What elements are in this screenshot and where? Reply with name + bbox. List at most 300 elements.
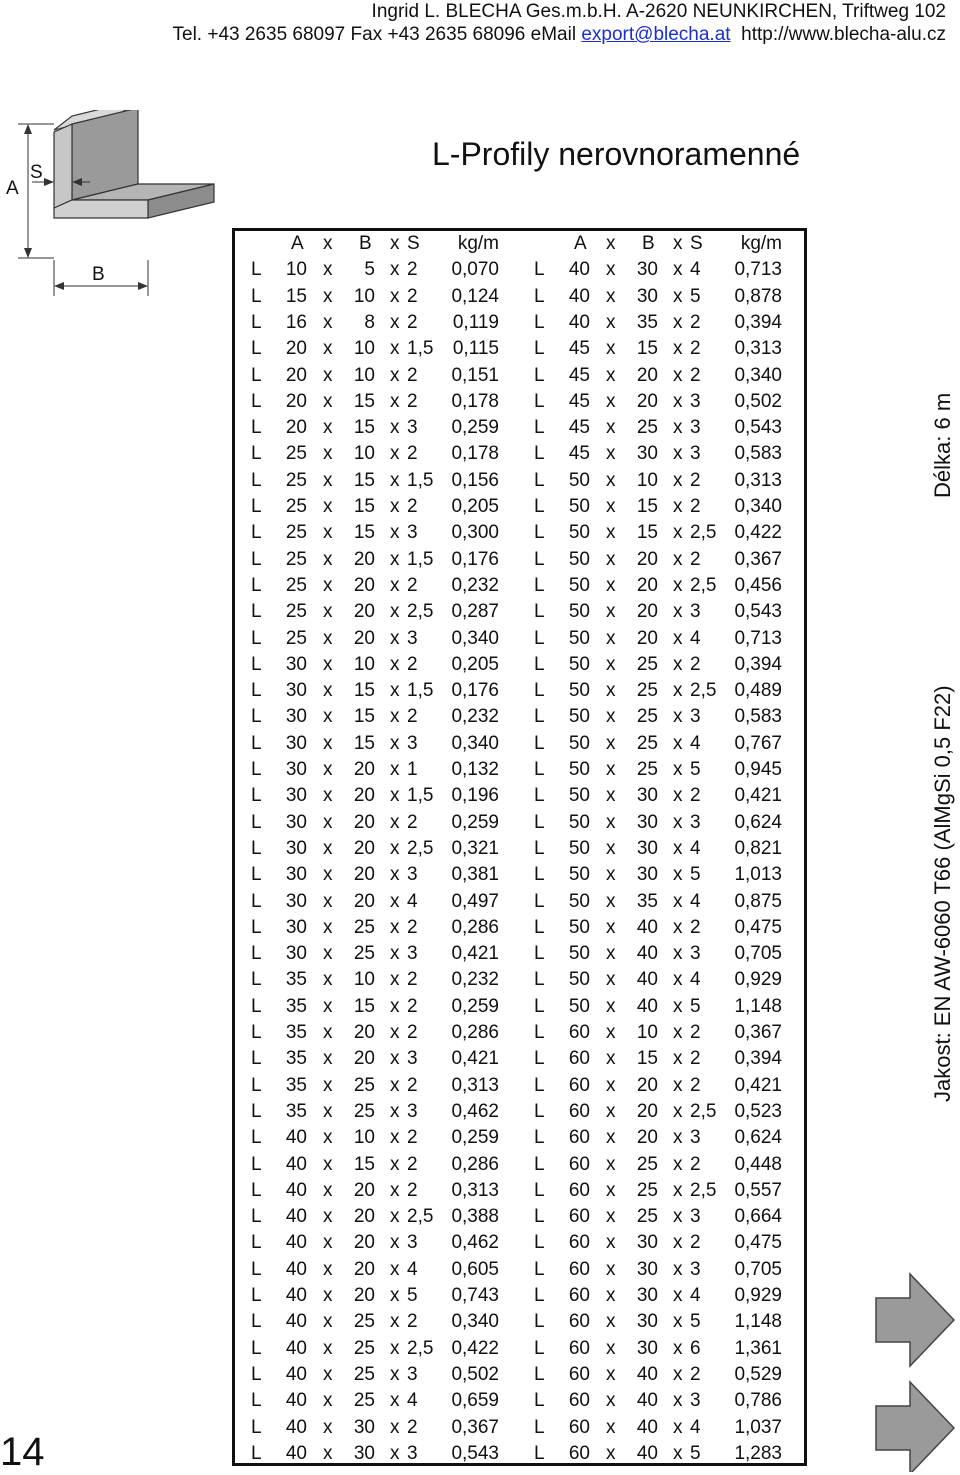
dimension-s: 2 bbox=[407, 969, 418, 991]
profile-type: L bbox=[251, 943, 262, 965]
dimension-b: 15 bbox=[353, 680, 375, 702]
dimension-b: 20 bbox=[353, 574, 375, 596]
times-sign: x bbox=[323, 469, 333, 491]
dimension-b: 40 bbox=[636, 969, 658, 991]
times-sign: x bbox=[323, 890, 333, 912]
profile-type: L bbox=[251, 1100, 262, 1122]
table-row bbox=[235, 1046, 804, 1072]
col-s-header: S bbox=[690, 233, 703, 254]
times-sign: x bbox=[606, 785, 616, 807]
profile-type: L bbox=[251, 1363, 262, 1385]
dimension-a: 40 bbox=[285, 1179, 307, 1201]
dimension-s: 2 bbox=[690, 1363, 701, 1385]
weight-kgm: 0,340 bbox=[451, 732, 499, 754]
dimension-a: 40 bbox=[285, 1127, 307, 1149]
dimension-b: 20 bbox=[353, 627, 375, 649]
times-sign: x bbox=[673, 627, 683, 649]
weight-kgm: 0,543 bbox=[734, 417, 782, 439]
dimension-a: 60 bbox=[568, 1127, 590, 1149]
weight-kgm: 0,232 bbox=[451, 574, 499, 596]
dimension-b: 30 bbox=[636, 1232, 658, 1254]
weight-kgm: 0,421 bbox=[734, 785, 782, 807]
times-sign: x bbox=[673, 338, 683, 360]
times-sign: x bbox=[323, 916, 333, 938]
table-row bbox=[235, 468, 804, 494]
dimension-s: 2 bbox=[690, 1153, 701, 1175]
dimension-a: 40 bbox=[285, 1337, 307, 1359]
times-sign: x bbox=[673, 364, 683, 386]
profile-type: L bbox=[534, 1311, 545, 1333]
dimension-s: 2,5 bbox=[407, 837, 434, 859]
profile-type: L bbox=[534, 1390, 545, 1412]
profile-type: L bbox=[251, 1232, 262, 1254]
profile-type: L bbox=[534, 574, 545, 596]
dimension-b: 20 bbox=[353, 1232, 375, 1254]
weight-kgm: 0,462 bbox=[451, 1100, 499, 1122]
times-sign: x bbox=[673, 311, 683, 333]
weight-kgm: 0,300 bbox=[451, 522, 499, 544]
dimension-b: 25 bbox=[636, 680, 658, 702]
dimension-s: 3 bbox=[407, 417, 418, 439]
times-sign: x bbox=[673, 653, 683, 675]
dimension-a: 60 bbox=[568, 1206, 590, 1228]
table-row bbox=[235, 363, 804, 389]
times-sign: x bbox=[323, 1206, 333, 1228]
weight-kgm: 0,489 bbox=[734, 680, 782, 702]
weight-kgm: 0,605 bbox=[451, 1258, 499, 1280]
times-sign: x bbox=[390, 522, 400, 544]
times-sign: x bbox=[606, 1442, 616, 1464]
weight-kgm: 0,367 bbox=[734, 548, 782, 570]
dimension-s: 3 bbox=[690, 1127, 701, 1149]
dimension-b: 25 bbox=[353, 1337, 375, 1359]
weight-kgm: 0,124 bbox=[451, 285, 499, 307]
dimension-b: 15 bbox=[636, 338, 658, 360]
weight-kgm: 0,176 bbox=[451, 680, 499, 702]
dimension-a: 50 bbox=[568, 811, 590, 833]
times-sign: x bbox=[673, 680, 683, 702]
weight-kgm: 0,786 bbox=[734, 1390, 782, 1412]
dimension-b: 25 bbox=[353, 1390, 375, 1412]
weight-kgm: 0,340 bbox=[734, 364, 782, 386]
dimension-s: 5 bbox=[690, 1311, 701, 1333]
dimension-a: 30 bbox=[285, 732, 307, 754]
profile-type: L bbox=[534, 311, 545, 333]
profile-type: L bbox=[251, 496, 262, 517]
weight-kgm: 0,421 bbox=[734, 1074, 782, 1096]
weight-kgm: 0,313 bbox=[734, 469, 782, 491]
weight-kgm: 0,448 bbox=[734, 1153, 782, 1175]
dimension-b: 30 bbox=[636, 837, 658, 859]
weight-kgm: 0,313 bbox=[734, 338, 782, 360]
dimension-b: 20 bbox=[636, 627, 658, 649]
weight-kgm: 0,313 bbox=[451, 1179, 499, 1201]
dimension-b: 15 bbox=[353, 469, 375, 491]
times-sign: x bbox=[606, 1022, 616, 1043]
dimension-b: 10 bbox=[636, 1022, 658, 1043]
dimension-s: 2,5 bbox=[407, 1337, 434, 1359]
times-sign: x bbox=[323, 601, 333, 623]
weight-kgm: 0,367 bbox=[734, 1022, 782, 1043]
dimension-s: 2 bbox=[690, 311, 701, 333]
profile-type: L bbox=[534, 285, 545, 307]
times-sign: x bbox=[606, 706, 616, 728]
dimension-b: 25 bbox=[636, 1206, 658, 1228]
profile-type: L bbox=[251, 706, 262, 728]
profile-type: L bbox=[251, 811, 262, 833]
dimension-b: 40 bbox=[636, 1363, 658, 1385]
dimension-b: 10 bbox=[353, 969, 375, 991]
times-sign: x bbox=[606, 285, 616, 307]
weight-kgm: 0,713 bbox=[734, 627, 782, 649]
col-x-header: x bbox=[390, 233, 400, 254]
dimension-s: 2 bbox=[690, 338, 701, 360]
times-sign: x bbox=[323, 364, 333, 386]
dimension-b: 20 bbox=[353, 548, 375, 570]
profile-type: L bbox=[251, 285, 262, 307]
dimension-a: 35 bbox=[285, 995, 307, 1017]
times-sign: x bbox=[390, 1127, 400, 1149]
dimension-a: 30 bbox=[285, 759, 307, 780]
times-sign: x bbox=[673, 759, 683, 780]
table-row bbox=[235, 1362, 804, 1388]
dimension-b: 20 bbox=[636, 574, 658, 596]
profile-type: L bbox=[534, 1285, 545, 1306]
table-row bbox=[235, 889, 804, 915]
dimension-s: 3 bbox=[690, 943, 701, 965]
times-sign: x bbox=[390, 1285, 400, 1306]
times-sign: x bbox=[390, 1311, 400, 1333]
dimension-b: 30 bbox=[636, 443, 658, 465]
times-sign: x bbox=[323, 417, 333, 439]
profile-type: L bbox=[251, 1153, 262, 1175]
dimension-b: 8 bbox=[364, 311, 375, 333]
table-row bbox=[235, 1178, 804, 1204]
dimension-a: 50 bbox=[568, 469, 590, 491]
dimension-a: 50 bbox=[568, 916, 590, 938]
times-sign: x bbox=[390, 864, 400, 886]
profile-type: L bbox=[251, 785, 262, 807]
table-row bbox=[235, 1204, 804, 1230]
profile-type: L bbox=[534, 837, 545, 859]
dimension-b: 40 bbox=[636, 916, 658, 938]
profile-type: L bbox=[251, 417, 262, 439]
profile-type: L bbox=[534, 469, 545, 491]
dimension-a: 40 bbox=[285, 1442, 307, 1464]
dimension-b: 10 bbox=[353, 1127, 375, 1149]
times-sign: x bbox=[673, 1311, 683, 1333]
dimension-b: 20 bbox=[636, 548, 658, 570]
weight-kgm: 0,713 bbox=[734, 259, 782, 281]
times-sign: x bbox=[606, 653, 616, 675]
dimension-s: 2,5 bbox=[690, 522, 717, 544]
company-contact bbox=[173, 23, 946, 46]
dimension-a: 25 bbox=[285, 601, 307, 623]
times-sign: x bbox=[390, 1048, 400, 1070]
dimension-b: 35 bbox=[636, 890, 658, 912]
profile-type: L bbox=[534, 522, 545, 544]
dimension-b: 30 bbox=[636, 811, 658, 833]
times-sign: x bbox=[673, 601, 683, 623]
profile-type: L bbox=[534, 1022, 545, 1043]
dimension-s: 6 bbox=[690, 1337, 701, 1359]
col-a-header: A bbox=[574, 233, 587, 254]
times-sign: x bbox=[390, 811, 400, 833]
weight-kgm: 0,259 bbox=[451, 417, 499, 439]
dimension-s: 2 bbox=[407, 574, 418, 596]
dimension-a: 25 bbox=[285, 496, 307, 517]
table-row bbox=[235, 310, 804, 336]
times-sign: x bbox=[390, 653, 400, 675]
times-sign: x bbox=[673, 1390, 683, 1412]
times-sign: x bbox=[606, 1311, 616, 1333]
table-row bbox=[235, 1073, 804, 1099]
times-sign: x bbox=[606, 1206, 616, 1228]
dimension-b: 30 bbox=[353, 1416, 375, 1438]
weight-kgm: 0,421 bbox=[451, 943, 499, 965]
dimension-b: 30 bbox=[636, 285, 658, 307]
table-row bbox=[235, 1415, 804, 1441]
profile-type: L bbox=[251, 1390, 262, 1412]
dimension-s: 3 bbox=[690, 1258, 701, 1280]
dimension-b: 25 bbox=[353, 1074, 375, 1096]
dimension-a: 50 bbox=[568, 548, 590, 570]
dimension-s: 5 bbox=[690, 864, 701, 886]
dimension-b: 25 bbox=[636, 1153, 658, 1175]
times-sign: x bbox=[390, 1258, 400, 1280]
profile-type: L bbox=[534, 969, 545, 991]
weight-kgm: 0,497 bbox=[451, 890, 499, 912]
contact-phone-fax: Tel. +43 2635 68097 Fax +43 2635 68096 eMail bbox=[172, 24, 582, 45]
weight-kgm: 1,037 bbox=[734, 1416, 782, 1438]
dimension-s: 4 bbox=[690, 890, 701, 912]
dimension-s: 4 bbox=[690, 837, 701, 859]
table-row bbox=[235, 1388, 804, 1414]
times-sign: x bbox=[673, 916, 683, 938]
profile-type: L bbox=[534, 548, 545, 570]
dimension-s: 2 bbox=[407, 1311, 418, 1333]
times-sign: x bbox=[606, 1416, 616, 1438]
dimension-a: 60 bbox=[568, 1311, 590, 1333]
times-sign: x bbox=[323, 1285, 333, 1306]
weight-kgm: 0,321 bbox=[451, 837, 499, 859]
times-sign: x bbox=[323, 443, 333, 465]
dimension-b: 20 bbox=[353, 601, 375, 623]
profile-type: L bbox=[251, 259, 262, 281]
times-sign: x bbox=[323, 522, 333, 544]
dimension-a: 60 bbox=[568, 1337, 590, 1359]
profile-type: L bbox=[251, 995, 262, 1017]
times-sign: x bbox=[606, 732, 616, 754]
times-sign: x bbox=[606, 548, 616, 570]
weight-kgm: 0,743 bbox=[451, 1285, 499, 1306]
weight-kgm: 0,132 bbox=[451, 759, 499, 780]
dimension-a: 60 bbox=[568, 1048, 590, 1070]
times-sign: x bbox=[390, 1363, 400, 1385]
weight-kgm: 0,178 bbox=[451, 443, 499, 465]
table-row bbox=[235, 810, 804, 836]
dimension-s: 3 bbox=[690, 811, 701, 833]
dimension-a: 40 bbox=[285, 1206, 307, 1228]
times-sign: x bbox=[323, 1100, 333, 1122]
weight-kgm: 0,929 bbox=[734, 1285, 782, 1306]
times-sign: x bbox=[390, 364, 400, 386]
profile-type: L bbox=[534, 1074, 545, 1096]
profile-type: L bbox=[534, 338, 545, 360]
times-sign: x bbox=[390, 732, 400, 754]
website-text: http://www.blecha-alu.cz bbox=[741, 24, 946, 45]
profile-type: L bbox=[534, 1337, 545, 1359]
table-row bbox=[235, 1099, 804, 1125]
dimension-a: 40 bbox=[285, 1390, 307, 1412]
times-sign: x bbox=[390, 1100, 400, 1122]
weight-kgm: 0,178 bbox=[451, 390, 499, 412]
dimension-b: 20 bbox=[636, 1127, 658, 1149]
times-sign: x bbox=[323, 1363, 333, 1385]
dimension-s: 3 bbox=[690, 1206, 701, 1228]
profile-type: L bbox=[251, 627, 262, 649]
times-sign: x bbox=[606, 1337, 616, 1359]
weight-kgm: 0,543 bbox=[734, 601, 782, 623]
profile-type: L bbox=[251, 338, 262, 360]
dimension-s: 3 bbox=[407, 864, 418, 886]
times-sign: x bbox=[390, 390, 400, 412]
dimension-b: 15 bbox=[353, 522, 375, 544]
times-sign: x bbox=[390, 916, 400, 938]
dimension-b: 40 bbox=[636, 995, 658, 1017]
dimension-b: 10 bbox=[353, 285, 375, 307]
dimension-s: 5 bbox=[407, 1285, 418, 1306]
table-row bbox=[235, 1283, 804, 1309]
dimension-b: 15 bbox=[353, 496, 375, 517]
dimension-b: 30 bbox=[636, 1285, 658, 1306]
dimension-s: 2 bbox=[690, 548, 701, 570]
dimension-s: 3 bbox=[407, 1100, 418, 1122]
dimension-a: 30 bbox=[285, 837, 307, 859]
profile-type: L bbox=[534, 1442, 545, 1464]
table-row bbox=[235, 1257, 804, 1283]
profile-type: L bbox=[251, 522, 262, 544]
dimension-s: 2 bbox=[407, 706, 418, 728]
weight-kgm: 0,583 bbox=[734, 706, 782, 728]
times-sign: x bbox=[673, 1337, 683, 1359]
dimension-b: 30 bbox=[636, 1337, 658, 1359]
times-sign: x bbox=[606, 1127, 616, 1149]
profile-type: L bbox=[251, 390, 262, 412]
times-sign: x bbox=[673, 496, 683, 517]
dimension-b: 15 bbox=[353, 706, 375, 728]
weight-kgm: 0,232 bbox=[451, 706, 499, 728]
profile-type: L bbox=[534, 1100, 545, 1122]
dimension-a: 25 bbox=[285, 574, 307, 596]
dimension-s: 2 bbox=[407, 1127, 418, 1149]
profile-type: L bbox=[534, 1416, 545, 1438]
profile-type: L bbox=[534, 1363, 545, 1385]
dimension-b: 10 bbox=[353, 364, 375, 386]
email-link[interactable]: export@blecha.at bbox=[581, 24, 731, 45]
times-sign: x bbox=[390, 943, 400, 965]
times-sign: x bbox=[673, 574, 683, 596]
dimension-b: 20 bbox=[636, 1074, 658, 1096]
weight-kgm: 0,287 bbox=[451, 601, 499, 623]
times-sign: x bbox=[673, 469, 683, 491]
times-sign: x bbox=[606, 1100, 616, 1122]
times-sign: x bbox=[673, 732, 683, 754]
profile-type: L bbox=[534, 390, 545, 412]
dimension-a: 20 bbox=[285, 417, 307, 439]
quality-note: Jakost: EN AW-6060 T66 (AlMgSi 0,5 F22) bbox=[930, 685, 955, 1102]
dimension-b: 15 bbox=[353, 1153, 375, 1175]
dimension-a: 60 bbox=[568, 1442, 590, 1464]
times-sign: x bbox=[323, 732, 333, 754]
times-sign: x bbox=[606, 811, 616, 833]
l-profile-diagram bbox=[0, 110, 225, 300]
weight-kgm: 0,767 bbox=[734, 732, 782, 754]
dimension-s: 2 bbox=[690, 1022, 701, 1043]
times-sign: x bbox=[390, 627, 400, 649]
profile-type: L bbox=[251, 864, 262, 886]
dimension-b: 25 bbox=[353, 916, 375, 938]
dimension-s: 1 bbox=[407, 759, 418, 780]
profile-type: L bbox=[251, 837, 262, 859]
times-sign: x bbox=[606, 364, 616, 386]
weight-kgm: 0,945 bbox=[734, 759, 782, 780]
dimension-b: 25 bbox=[353, 943, 375, 965]
dimension-s: 4 bbox=[690, 1285, 701, 1306]
times-sign: x bbox=[390, 1337, 400, 1359]
dimension-b: 15 bbox=[636, 1048, 658, 1070]
times-sign: x bbox=[673, 1285, 683, 1306]
table-row bbox=[235, 967, 804, 993]
profile-table bbox=[232, 228, 807, 1466]
dimension-s: 2 bbox=[690, 1074, 701, 1096]
dimension-s: 5 bbox=[690, 995, 701, 1017]
profile-type: L bbox=[251, 1258, 262, 1280]
times-sign: x bbox=[323, 259, 333, 281]
dimension-s: 2 bbox=[407, 259, 418, 281]
table-header bbox=[235, 231, 804, 257]
times-sign: x bbox=[390, 1206, 400, 1228]
times-sign: x bbox=[673, 522, 683, 544]
dimension-b: 25 bbox=[636, 653, 658, 675]
times-sign: x bbox=[673, 443, 683, 465]
dimension-a: 20 bbox=[285, 364, 307, 386]
times-sign: x bbox=[673, 417, 683, 439]
table-row bbox=[235, 626, 804, 652]
dimension-s: 4 bbox=[690, 1416, 701, 1438]
weight-kgm: 0,367 bbox=[451, 1416, 499, 1438]
profile-type: L bbox=[251, 601, 262, 623]
dimension-s: 4 bbox=[690, 732, 701, 754]
profile-type: L bbox=[251, 469, 262, 491]
times-sign: x bbox=[323, 1127, 333, 1149]
dimension-b: 25 bbox=[353, 1311, 375, 1333]
dimension-s: 3 bbox=[690, 1390, 701, 1412]
dimension-a: 50 bbox=[568, 969, 590, 991]
dimension-b: 40 bbox=[636, 1390, 658, 1412]
weight-kgm: 0,422 bbox=[451, 1337, 499, 1359]
weight-kgm: 0,340 bbox=[451, 627, 499, 649]
table-row bbox=[235, 547, 804, 573]
dimension-a: 50 bbox=[568, 574, 590, 596]
times-sign: x bbox=[673, 1179, 683, 1201]
weight-kgm: 0,821 bbox=[734, 837, 782, 859]
weight-kgm: 0,705 bbox=[734, 1258, 782, 1280]
profile-type: L bbox=[534, 680, 545, 702]
times-sign: x bbox=[606, 574, 616, 596]
col-s-header: S bbox=[407, 233, 420, 254]
times-sign: x bbox=[323, 759, 333, 780]
